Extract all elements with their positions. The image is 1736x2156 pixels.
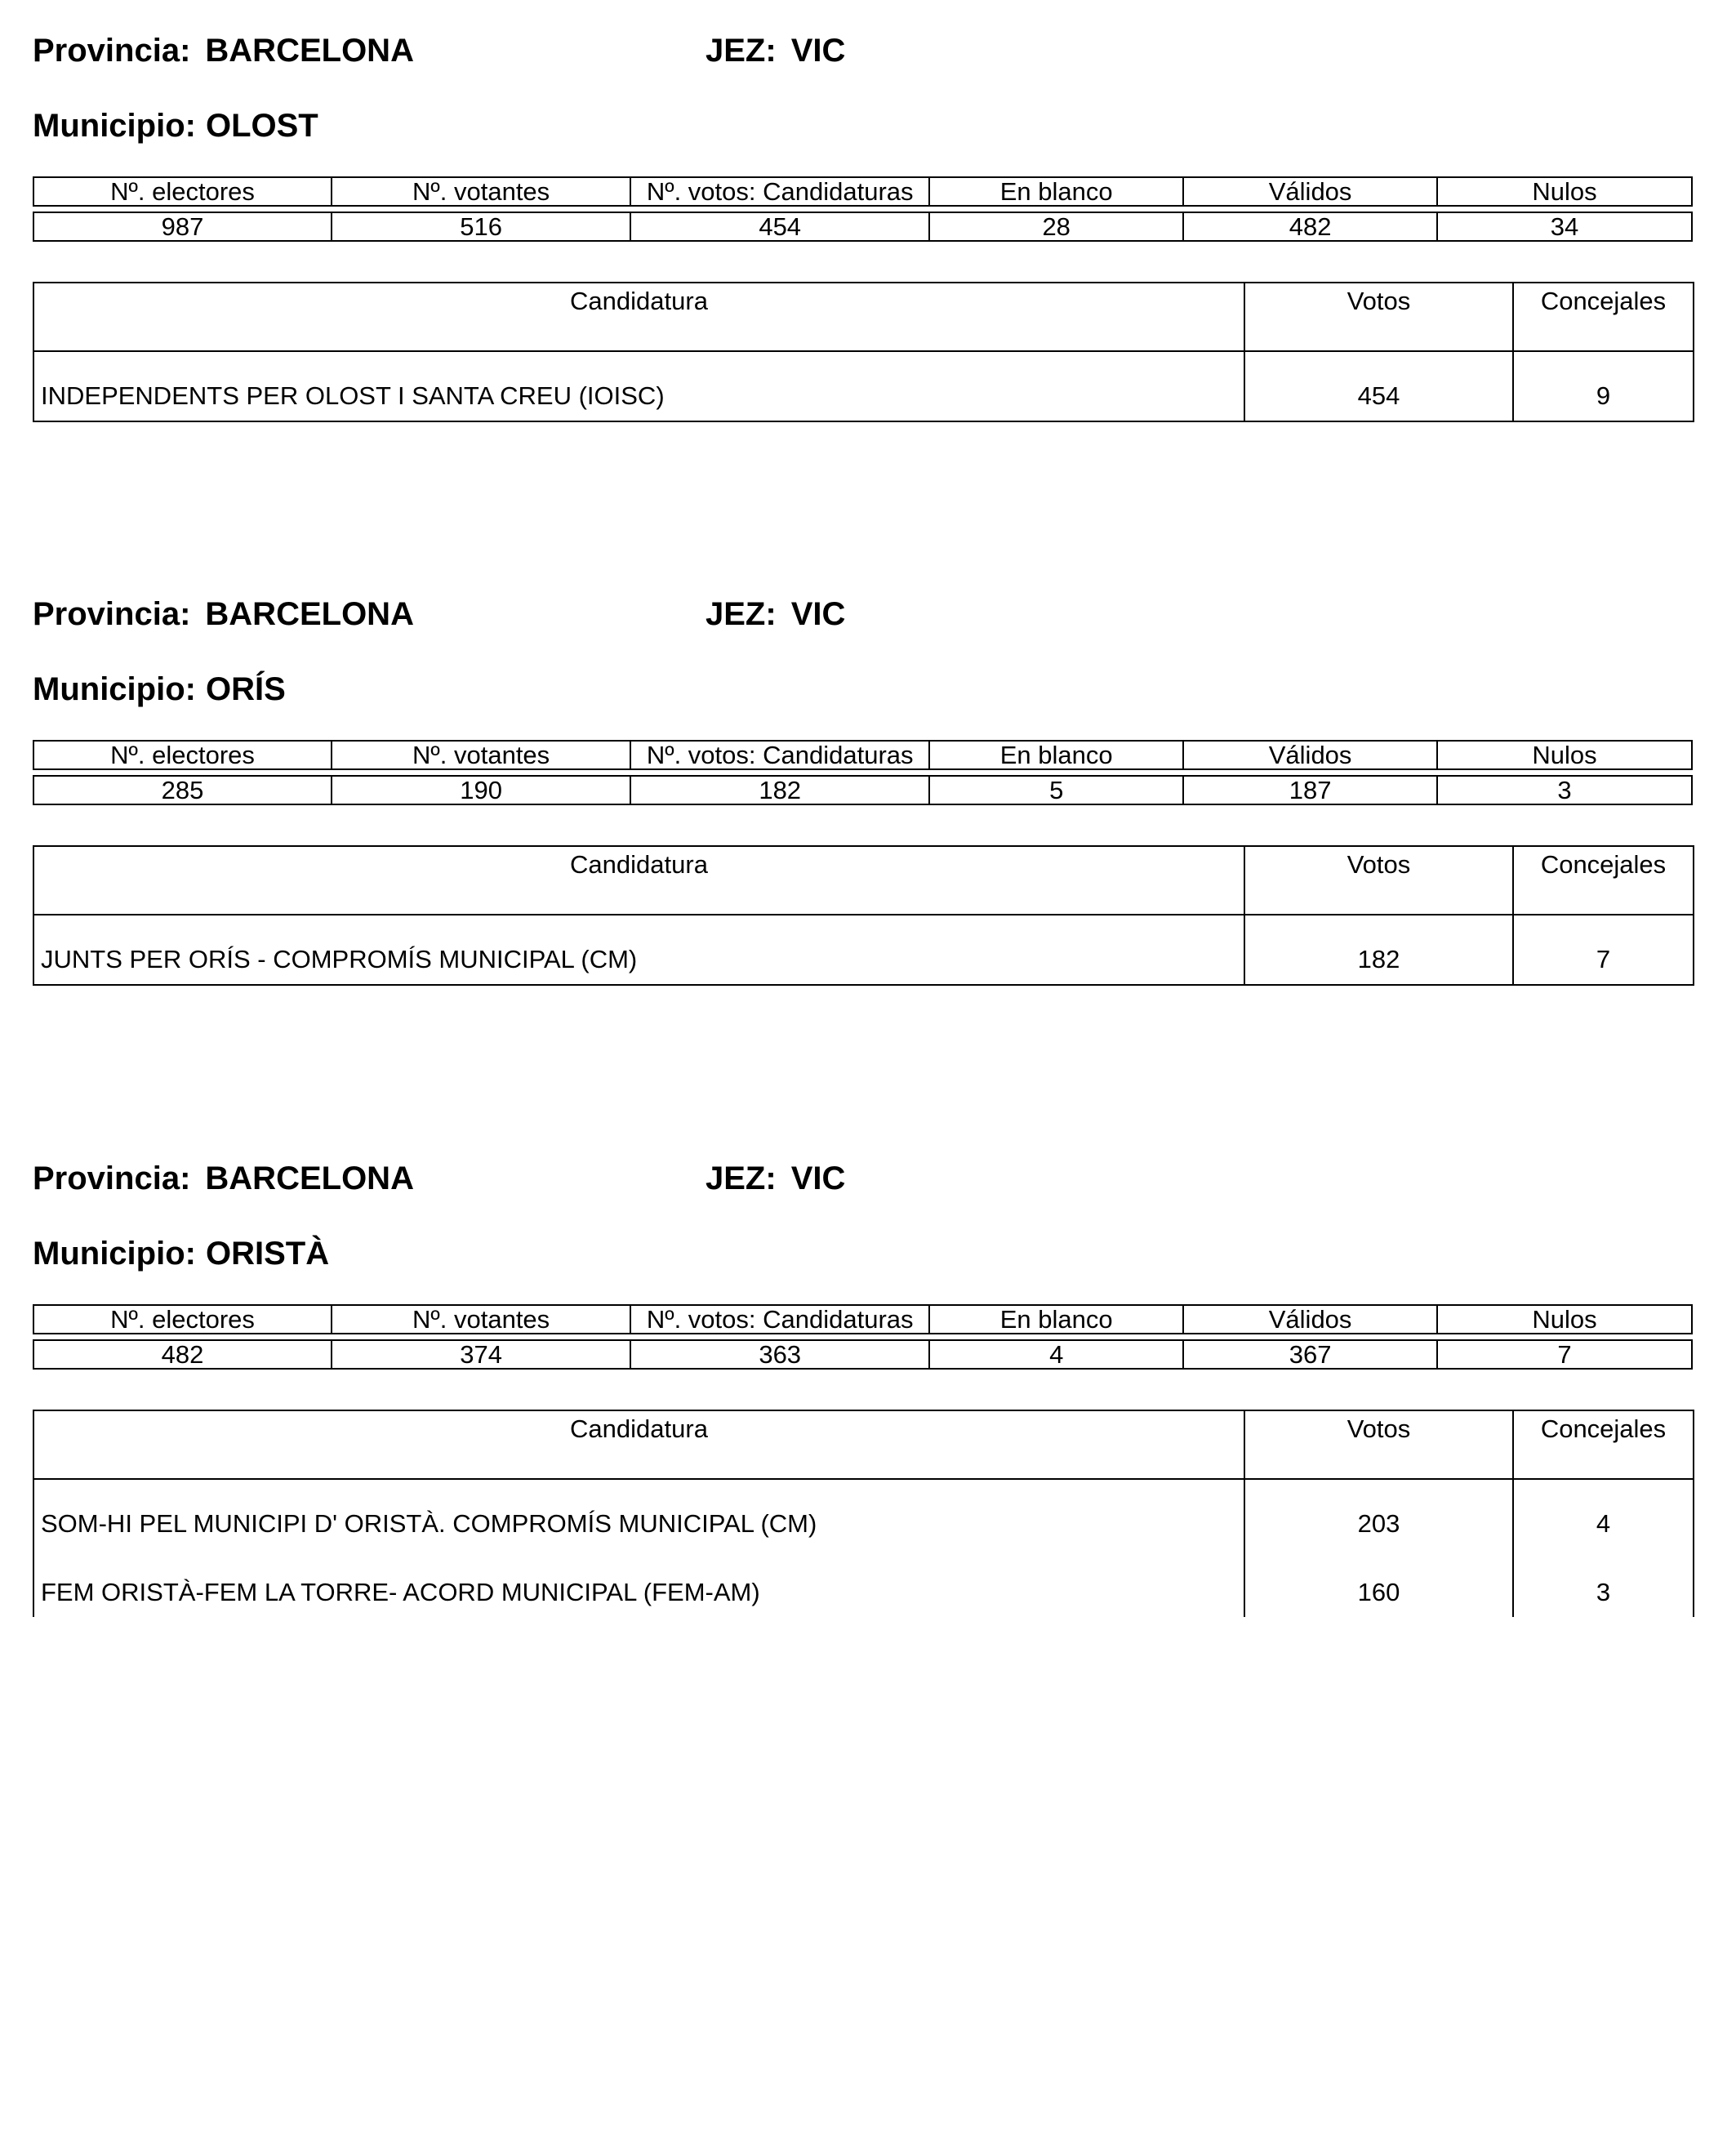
value-electores: 482 [33,1340,332,1369]
candidatura-row [33,1548,1694,1617]
header-votos: Votos [1244,283,1513,351]
municipio-value: OLOST [205,108,318,144]
header-concejales: Concejales [1513,1410,1694,1479]
candidatura-name: JUNTS PER ORÍS - COMPROMÍS MUNICIPAL (CM) [33,915,1244,985]
candidatura-concejales: 4 [1513,1479,1694,1548]
municipio-label: Municipio: [33,1236,196,1272]
stats-values-table [33,212,1693,242]
candidatura-row [33,351,1694,421]
municipio-value: ORÍS [205,671,286,707]
municipio-label: Municipio: [33,108,196,144]
provincia-value: BARCELONA [205,33,414,69]
header-votantes: Nº. votantes [332,741,630,769]
jez-heading [706,1159,845,1198]
stats-values-table [33,1339,1693,1370]
header-electores: Nº. electores [33,1305,332,1334]
header-en-blanco: En blanco [929,177,1183,206]
header-candidatura: Candidatura [33,1410,1244,1479]
header-electores: Nº. electores [33,741,332,769]
jez-heading [706,595,845,634]
candidatura-row [33,915,1694,985]
header-votos: Votos [1244,846,1513,915]
value-votos-candidaturas: 454 [630,212,929,241]
candidatura-concejales: 3 [1513,1548,1694,1617]
header-en-blanco: En blanco [929,741,1183,769]
provincia-label: Provincia: [33,33,191,69]
value-nulos: 34 [1437,212,1692,241]
provincia-heading [33,1159,414,1198]
municipio-value: ORISTÀ [205,1236,330,1272]
header-nulos: Nulos [1437,741,1692,769]
value-votantes: 516 [332,212,630,241]
provincia-label: Provincia: [33,596,191,632]
value-electores: 987 [33,212,332,241]
candidatura-votos: 182 [1244,915,1513,985]
value-en-blanco: 28 [929,212,1183,241]
jez-value: VIC [790,33,846,69]
value-votantes: 190 [332,776,630,804]
candidaturas-table [33,282,1694,422]
value-en-blanco: 4 [929,1340,1183,1369]
header-votantes: Nº. votantes [332,177,630,206]
stats-values-table [33,775,1693,805]
candidatura-name: FEM ORISTÀ-FEM LA TORRE- ACORD MUNICIPAL (FEM-AM) [33,1548,1244,1617]
municipio-heading [33,670,286,709]
jez-label: JEZ: [706,1160,777,1196]
provincia-heading [33,595,414,634]
candidatura-name: SOM-HI PEL MUNICIPI D' ORISTÀ. COMPROMÍS MUNICIPAL (CM) [33,1479,1244,1548]
header-en-blanco: En blanco [929,1305,1183,1334]
candidatura-concejales: 7 [1513,915,1694,985]
value-electores: 285 [33,776,332,804]
value-votantes: 374 [332,1340,630,1369]
candidatura-votos: 454 [1244,351,1513,421]
value-votos-candidaturas: 363 [630,1340,929,1369]
header-nulos: Nulos [1437,1305,1692,1334]
provincia-value: BARCELONA [205,596,414,632]
candidatura-concejales: 9 [1513,351,1694,421]
header-votos-candidaturas: Nº. votos: Candidaturas [630,1305,929,1334]
municipio-label: Municipio: [33,671,196,707]
header-validos: Válidos [1183,741,1437,769]
header-candidatura: Candidatura [33,283,1244,351]
jez-value: VIC [790,1160,846,1196]
candidaturas-table [33,1410,1694,1617]
value-validos: 187 [1183,776,1437,804]
header-electores: Nº. electores [33,177,332,206]
value-votos-candidaturas: 182 [630,776,929,804]
jez-heading [706,31,845,70]
jez-label: JEZ: [706,596,777,632]
stats-header-table [33,740,1693,770]
municipio-heading [33,1234,329,1273]
header-votos: Votos [1244,1410,1513,1479]
header-concejales: Concejales [1513,846,1694,915]
provincia-heading [33,31,414,70]
candidatura-votos: 160 [1244,1548,1513,1617]
header-nulos: Nulos [1437,177,1692,206]
candidatura-row [33,1479,1694,1548]
value-en-blanco: 5 [929,776,1183,804]
provincia-label: Provincia: [33,1160,191,1196]
candidatura-name: INDEPENDENTS PER OLOST I SANTA CREU (IOISC) [33,351,1244,421]
stats-header-table [33,176,1693,207]
header-concejales: Concejales [1513,283,1694,351]
value-nulos: 3 [1437,776,1692,804]
jez-label: JEZ: [706,33,777,69]
candidatura-votos: 203 [1244,1479,1513,1548]
candidaturas-table [33,845,1694,986]
provincia-value: BARCELONA [205,1160,414,1196]
header-validos: Válidos [1183,177,1437,206]
value-nulos: 7 [1437,1340,1692,1369]
header-votantes: Nº. votantes [332,1305,630,1334]
header-candidatura: Candidatura [33,846,1244,915]
municipio-heading [33,106,318,145]
value-validos: 367 [1183,1340,1437,1369]
header-votos-candidaturas: Nº. votos: Candidaturas [630,177,929,206]
stats-header-table [33,1304,1693,1334]
jez-value: VIC [790,596,846,632]
value-validos: 482 [1183,212,1437,241]
header-validos: Válidos [1183,1305,1437,1334]
header-votos-candidaturas: Nº. votos: Candidaturas [630,741,929,769]
